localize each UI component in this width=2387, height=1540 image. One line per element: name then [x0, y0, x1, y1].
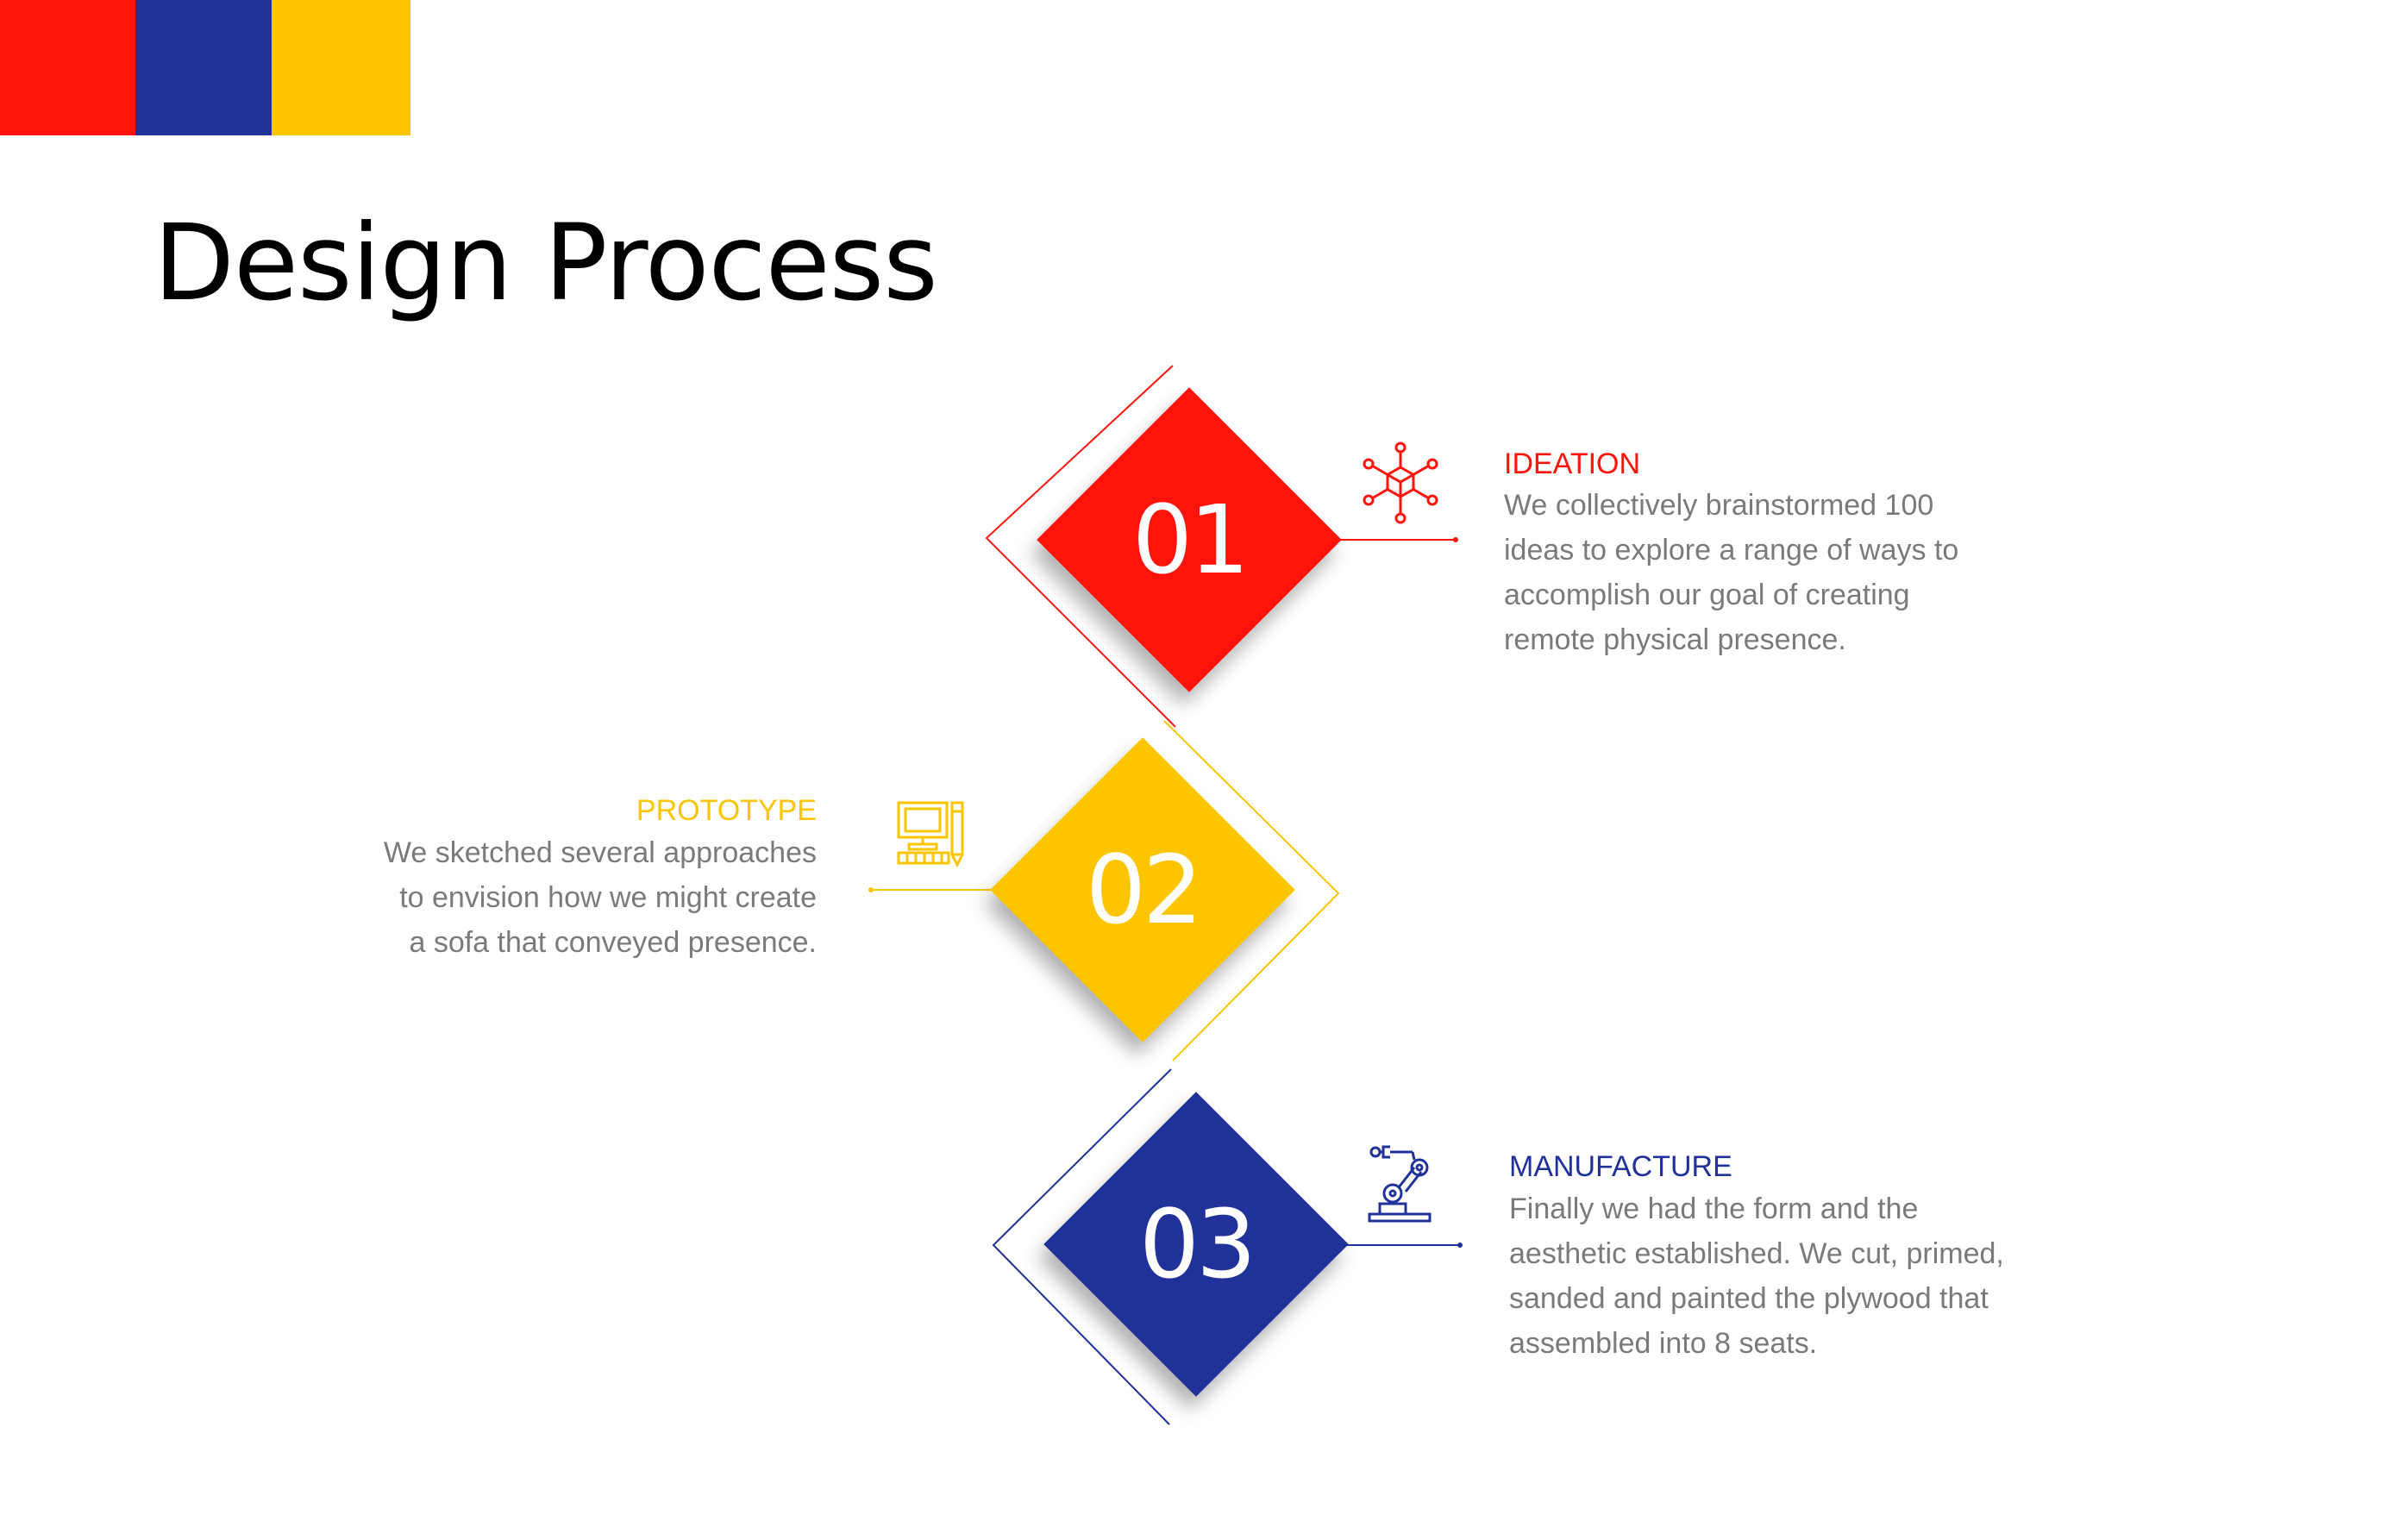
step-3-label: MANUFACTURE	[1509, 1150, 1732, 1183]
step-3-connector-dot	[1457, 1243, 1463, 1248]
step-3-description: Finally we had the form and the aesthetic established. We cut, primed, sanded and painted the plywood that assembled into 8 seats.	[1509, 1193, 2004, 1360]
step-2-description: We sketched several approaches to envision how we might create a sofa that conveyed presence.	[383, 836, 817, 959]
step-3-number: 03	[1139, 1189, 1253, 1299]
step-2-number: 02	[1086, 835, 1200, 945]
robot-arm-icon	[1364, 1143, 1437, 1226]
step-1-number: 01	[1132, 485, 1246, 595]
step-2-connector-dot	[868, 887, 874, 892]
network-cube-icon	[1358, 441, 1443, 525]
step-1-label: IDEATION	[1504, 448, 1641, 480]
step-2-label: PROTOTYPE	[636, 794, 817, 827]
step-1-connector-dot	[1453, 537, 1458, 542]
step-1-description: We collectively brainstormed 100 ideas to explore a range of ways to accomplish our goal of creating remote physical presence.	[1504, 489, 1959, 656]
page-title: Design Process	[153, 202, 937, 324]
computer-workstation-icon	[895, 799, 968, 868]
